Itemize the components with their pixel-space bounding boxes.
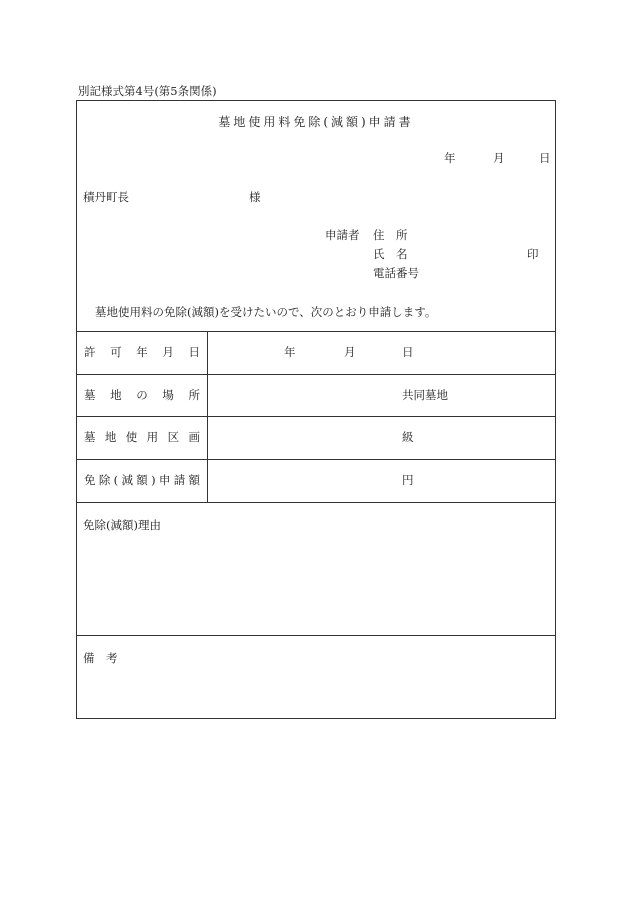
table-row-label-exemption-amount: 免 除 ( 減 額 ) 申 請 額 — [84, 473, 200, 487]
table-row-label-plot-section: 墓 地 使 用 区 画 — [84, 430, 200, 444]
permit-year-label: 年 — [284, 345, 296, 359]
plot-grade-value: 級 — [402, 430, 414, 444]
row-divider — [77, 374, 555, 375]
form-number-label: 別記様式第4号(第5条関係) — [78, 84, 217, 98]
table-bottom-border — [77, 502, 555, 503]
row-divider — [77, 459, 555, 460]
application-form — [76, 100, 556, 719]
permit-day-label: 日 — [402, 345, 414, 359]
addressee-honorific: 様 — [249, 190, 261, 204]
application-statement: 墓地使用料の免除(減額)を受けたいので、次のとおり申請します。 — [95, 305, 437, 319]
form-title: 墓地使用料免除(減額)申請書 — [218, 115, 414, 129]
date-day-label: 日 — [539, 151, 551, 165]
reason-bottom-border — [77, 635, 555, 636]
date-year-label: 年 — [444, 151, 456, 165]
applicant-name-label: 氏 名 — [373, 247, 408, 261]
cemetery-location-value: 共同墓地 — [402, 388, 448, 402]
label-column-divider — [207, 331, 208, 502]
applicant-phone-label: 電話番号 — [373, 266, 419, 280]
row-divider — [77, 416, 555, 417]
table-row-label-cemetery-location: 墓 地 の 場 所 — [84, 388, 200, 402]
applicant-address-label: 住 所 — [373, 228, 408, 242]
table-row-label-permit-date: 許 可 年 月 日 — [84, 345, 200, 359]
date-month-label: 月 — [493, 151, 505, 165]
permit-month-label: 月 — [344, 345, 356, 359]
amount-yen-value: 円 — [402, 473, 414, 487]
applicant-label: 申請者 — [325, 228, 360, 242]
seal-mark: 印 — [527, 247, 539, 261]
table-top-border — [77, 331, 555, 332]
remarks-label: 備 考 — [83, 651, 118, 665]
addressee-name: 積丹町長 — [83, 190, 129, 204]
reason-label: 免除(減額)理由 — [83, 518, 161, 532]
